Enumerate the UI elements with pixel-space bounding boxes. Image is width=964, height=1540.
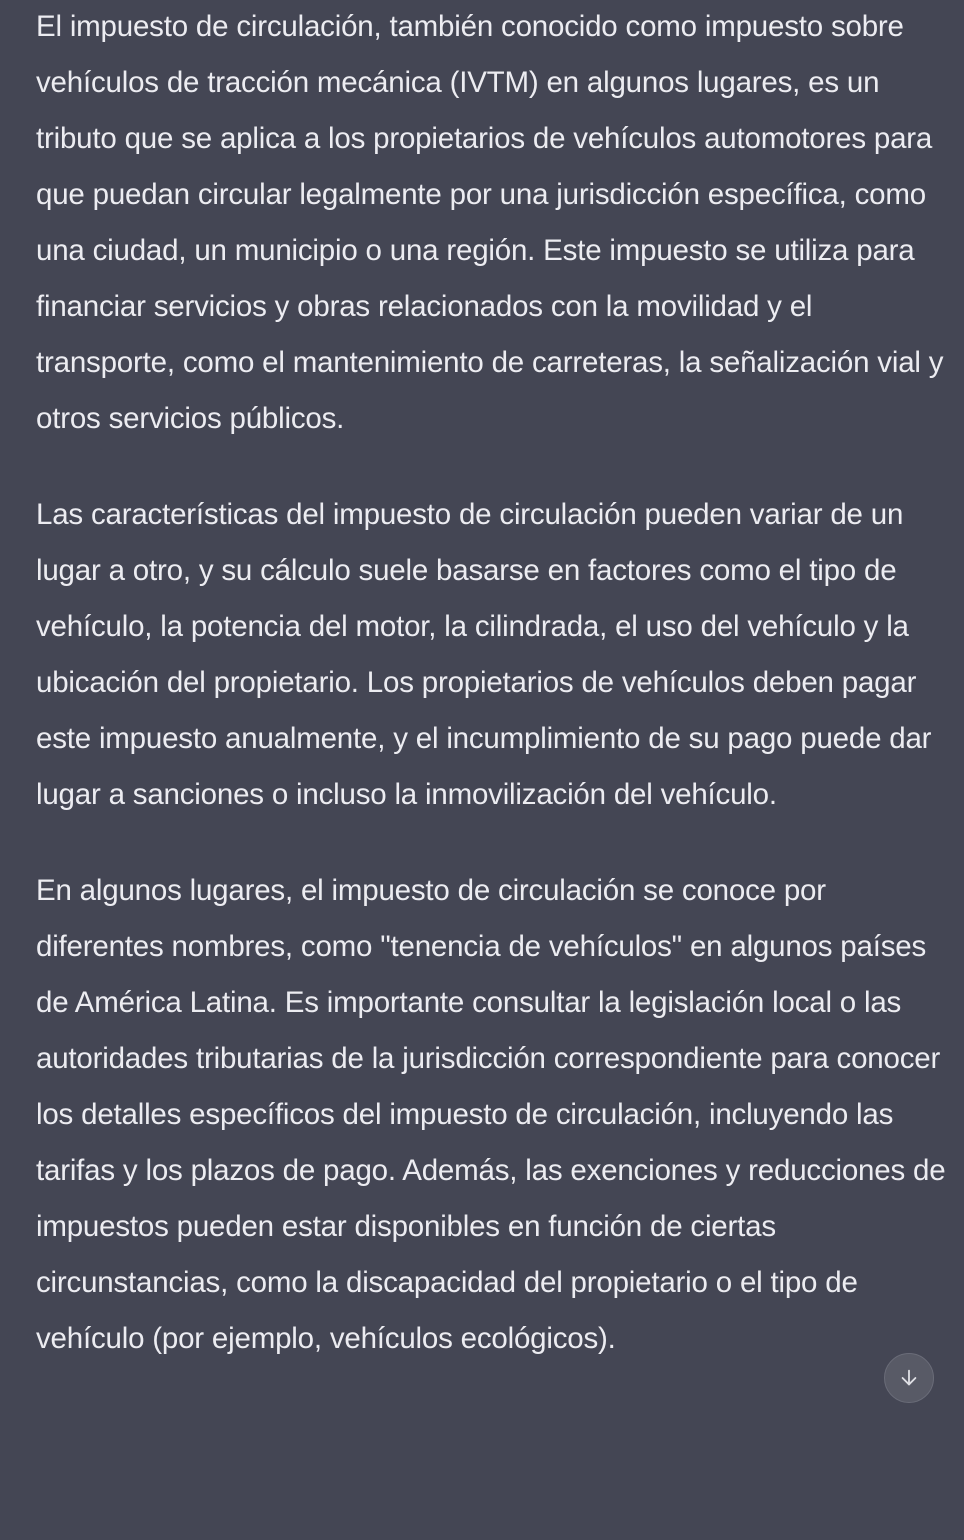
scroll-to-bottom-button[interactable] xyxy=(884,1353,934,1403)
message-paragraph: Las características del impuesto de circulación pueden variar de un lugar a otro, y su cálculo suele basarse en factores como el tipo de vehículo, la potencia del motor, la cilindrada, el uso del vehículo y la ubicación del propietario. Los propietarios de vehículos deben pagar este impuesto anualmente, y el incumplimiento de su pago puede dar lugar a sanciones o incluso la inmovilización del vehículo. xyxy=(36,498,932,811)
message-paragraph: El impuesto de circulación, también conocido como impuesto sobre vehículos de tracción mecánica (IVTM) en algunos lugares, es un tributo que se aplica a los propietarios de vehículos automotores para que puedan circular legalmente por una jurisdicción específica, como una ciudad, un municipio o una región. Este impuesto se utiliza para financiar servicios y obras relacionados con la movilidad y el transporte, como el mantenimiento de carreteras, la señalización vial y otros servicios públicos. xyxy=(36,10,944,435)
arrow-down-icon xyxy=(898,1367,920,1389)
assistant-message xyxy=(36,0,956,1367)
message-paragraph: En algunos lugares, el impuesto de circulación se conoce por diferentes nombres, como "tenencia de vehículos" en algunos países de América Latina. Es importante consultar la legislación local o las autoridades tributarias de la jurisdicción correspondiente para conocer los detalles específicos del impuesto de circulación, incluyendo las tarifas y los plazos de pago. Además, las exenciones y reducciones de impuestos pueden estar disponibles en función de ciertas circunstancias, como la discapacidad del propietario o el tipo de vehículo (por ejemplo, vehículos ecológicos). xyxy=(36,874,946,1355)
